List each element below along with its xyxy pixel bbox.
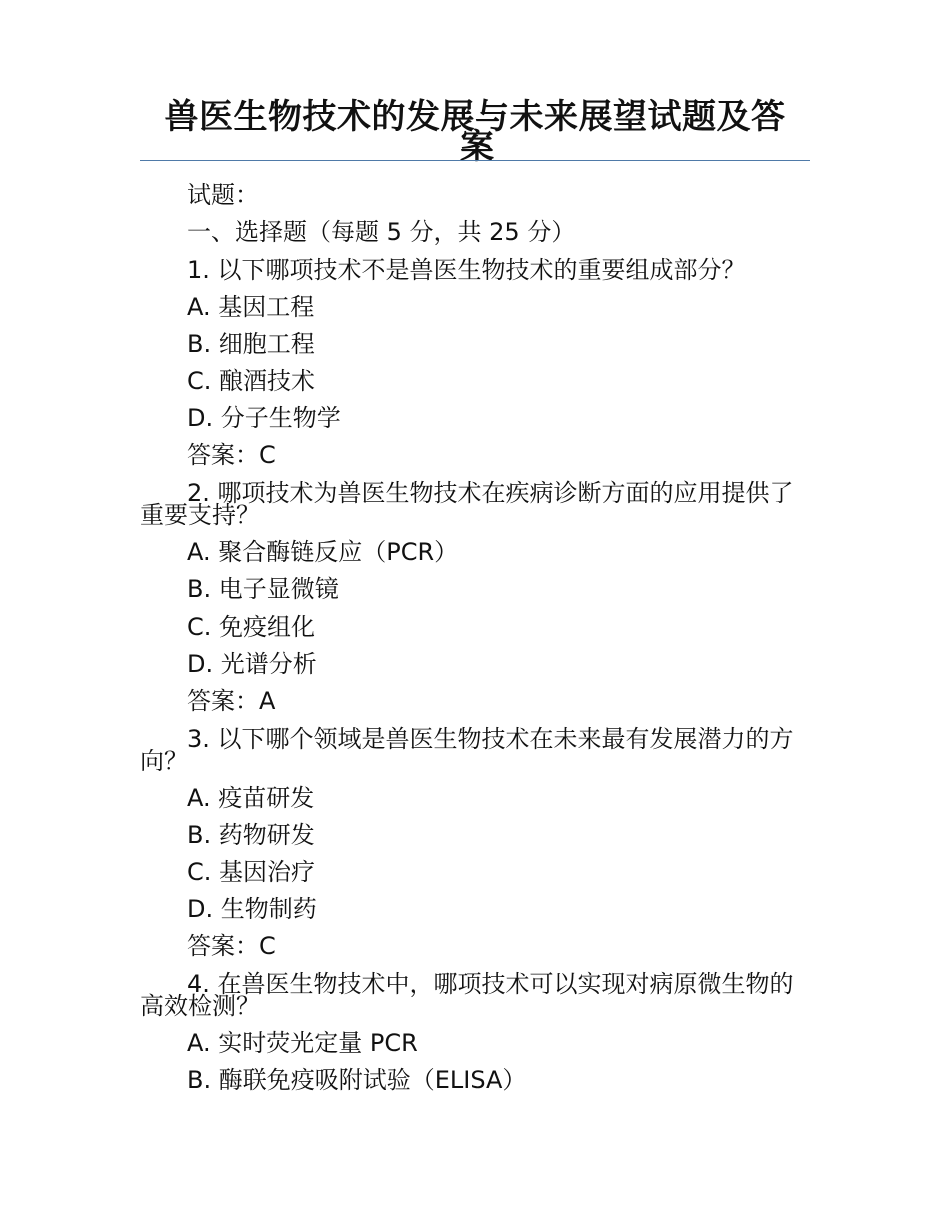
question-3-answer: 答案：C xyxy=(187,932,276,960)
question-1-answer: 答案：C xyxy=(187,441,276,469)
question-2-option-b: B. 电子显微镜 xyxy=(187,575,339,603)
question-1-option-d: D. 分子生物学 xyxy=(187,404,341,432)
question-3-option-c: C. 基因治疗 xyxy=(187,858,316,886)
question-2-stem: 2. 哪项技术为兽医生物技术在疾病诊断方面的应用提供了 xyxy=(187,479,794,507)
heading-text: 试题： xyxy=(187,181,259,209)
document-title: 兽医生物技术的发展与未来展望试题及答 xyxy=(164,97,786,137)
question-2-option-a: A. 聚合酶链反应（PCR） xyxy=(187,538,459,566)
question-2-option-d: D. 光谱分析 xyxy=(187,650,317,678)
question-3-stem: 3. 以下哪个领域是兽医生物技术在未来最有发展潜力的方 xyxy=(187,725,794,753)
question-2-option-c: C. 免疫组化 xyxy=(187,613,316,641)
question-3-stem-continuation: 向？ xyxy=(140,747,188,775)
question-1-option-b: B. 细胞工程 xyxy=(187,330,315,358)
question-3-option-b: B. 药物研发 xyxy=(187,821,315,849)
document-title-continuation: 案 xyxy=(460,127,494,167)
question-1-option-c: C. 酿酒技术 xyxy=(187,367,316,395)
question-1-stem: 1. 以下哪项技术不是兽医生物技术的重要组成部分？ xyxy=(187,256,746,284)
question-4-stem-continuation: 高效检测？ xyxy=(140,992,260,1020)
question-3-option-d: D. 生物制药 xyxy=(187,895,317,923)
section-heading: 一、选择题（每题 5 分，共 25 分） xyxy=(187,218,576,246)
question-4-stem: 4. 在兽医生物技术中，哪项技术可以实现对病原微生物的 xyxy=(187,970,794,998)
title-underline xyxy=(140,160,810,161)
question-4-option-b: B. 酶联免疫吸附试验（ELISA） xyxy=(187,1066,527,1094)
question-2-answer: 答案：A xyxy=(187,687,276,715)
question-3-option-a: A. 疫苗研发 xyxy=(187,784,315,812)
question-4-option-a: A. 实时荧光定量 PCR xyxy=(187,1029,418,1057)
question-2-stem-continuation: 重要支持？ xyxy=(140,501,260,529)
question-1-option-a: A. 基因工程 xyxy=(187,293,315,321)
